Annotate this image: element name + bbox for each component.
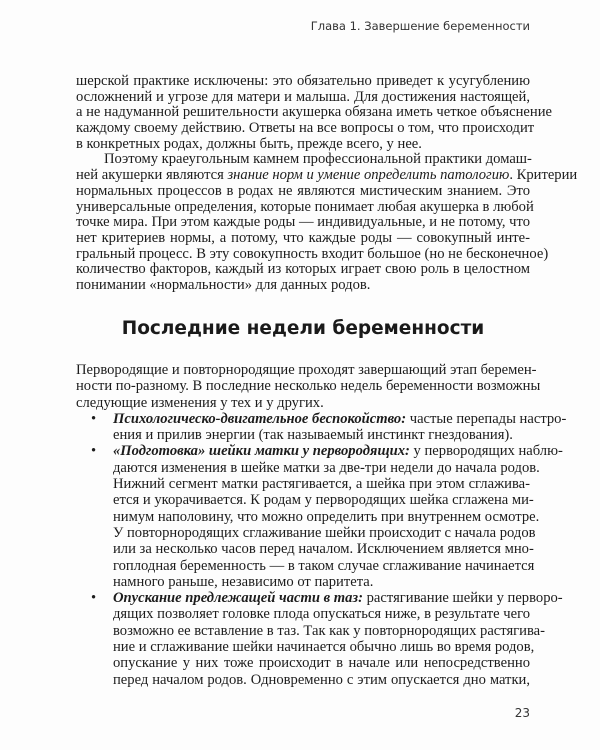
text-line: а не надуманной решительности акушерка обязана иметь четкое объяснение xyxy=(76,104,553,121)
bullet-term: Опускание предлежащей части в таз: xyxy=(113,590,363,607)
text-run: ней акушерки являются xyxy=(76,167,228,184)
text-line: гральный процесс. В эту совокупность входит большое (но не бесконечное) xyxy=(76,245,549,262)
bullet-item-first-line xyxy=(76,410,567,427)
text-line: даются изменения в шейке матки за две-три недели до начала родов. xyxy=(113,459,540,476)
text-line: осложнений и угрозе для матери и малыша. Для достижения настоящей, xyxy=(76,88,530,105)
text-line: в конкретных родах, должны быть, прежде всего, у нее. xyxy=(76,135,422,152)
text-line: универсальные определения, которые понимает любая акушерка в любой xyxy=(76,198,534,215)
text-line: Первородящие и повторнородящие проходят завершающий этап беремен- xyxy=(76,362,537,378)
bullet-icon: • xyxy=(91,590,97,607)
text-line: возможно ее вставление в таз. Так как у повторнородящих растягива- xyxy=(113,622,546,639)
text-line: дящих позволяет головке плода опускаться ниже, в результате чего xyxy=(113,606,530,623)
bullet-icon: • xyxy=(91,410,97,427)
text-run: частые перепады настро- xyxy=(406,410,567,427)
text-line: гоплодная беременность — в таком случае сглаживание начинается xyxy=(113,557,535,574)
bullet-term: «Подготовка» шейки матки у первородящих: xyxy=(113,443,410,460)
text-line: следующие изменения у тех и у других. xyxy=(76,394,324,411)
text-line: каждому своему действию. Ответы на все вопросы о том, что происходит xyxy=(76,120,535,137)
text-run: у первородящих наблю- xyxy=(409,443,563,460)
bullet-item-first-line xyxy=(76,443,563,460)
running-header: Глава 1. Завершение беременности xyxy=(310,19,530,33)
text-line: нимум наполовину, что можно определить при внутреннем осмотре. xyxy=(113,508,540,525)
text-line: ется и укорачивается. К родам у первородящих шейка сглажена ми- xyxy=(113,492,534,509)
text-run: растягивание шейки у перворо- xyxy=(362,590,563,607)
text-line xyxy=(76,167,578,184)
text-line: ности по-разному. В последние несколько недель беременности возможны xyxy=(76,378,541,395)
text-line: Нижний сегмент матки растягивается, а шейка при этом сглажива- xyxy=(113,476,530,493)
text-line: намного раньше, независимо от паритета. xyxy=(113,573,374,590)
body-text-top xyxy=(76,73,578,294)
text-line: У повторнородящих сглаживание шейки происходит с начала родов xyxy=(113,524,536,541)
text-line: точке мира. При этом каждые роды — индивидуальные, и не потому, что xyxy=(76,214,530,231)
page-number: 23 xyxy=(514,706,530,720)
bullet-item-first-line xyxy=(76,590,563,607)
text-line: шерской практике исключены: это обязательно приведет к усугублению xyxy=(76,73,530,89)
text-line: перед началом родов. Одновременно с этим опускается дно матки, xyxy=(113,671,530,688)
text-line: ения и прилив энергии (так называемый инстинкт гнездования). xyxy=(113,427,513,444)
bullet-icon: • xyxy=(91,443,97,460)
section-heading: Последние недели беременности xyxy=(121,318,485,339)
text-line: или за несколько часов перед началом. Исключением является мно- xyxy=(113,541,534,558)
text-line: понимании «нормальности» для данных родов. xyxy=(76,276,371,293)
text-run: . Критерии xyxy=(509,167,578,184)
text-line: количество факторов, каждый из которых играет свою роль в целостном xyxy=(76,261,530,278)
text-line: нет критериев нормы, а потому, что каждые роды — совокупный инте- xyxy=(76,229,530,246)
text-line: опускание у них тоже происходит в начале или непосредственно xyxy=(113,655,530,672)
text-line: ние и сглаживание шейки начинается обычно лишь во время родов, xyxy=(113,639,535,656)
bullet-term: Психологическо-двигательное беспокойство: xyxy=(113,410,407,427)
emphasis-text: знание норм и умение определить патологию xyxy=(227,167,510,184)
text-line: Поэтому краеугольным камнем профессиональной практики домаш- xyxy=(104,151,532,168)
body-text-section xyxy=(76,362,567,688)
text-line: нормальных процессов в родах не являются мистическим знанием. Это xyxy=(76,182,530,199)
